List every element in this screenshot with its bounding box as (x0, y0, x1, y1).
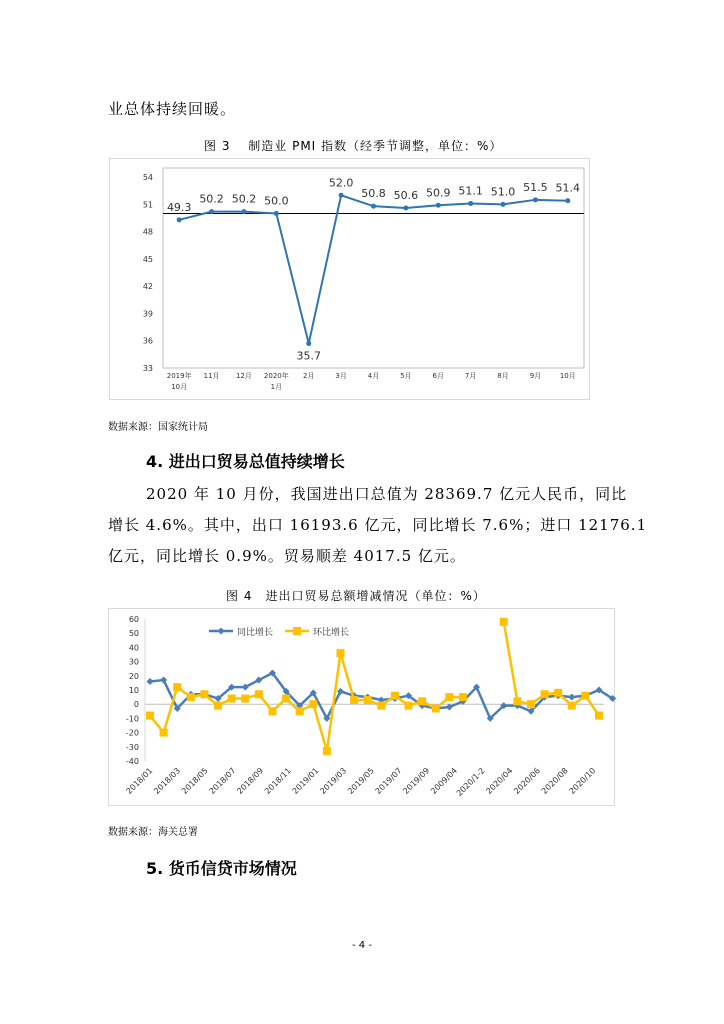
series-marker-square (282, 695, 290, 703)
y-tick-label: 30 (128, 657, 139, 667)
series-marker-square (173, 683, 181, 691)
x-tick-label: 2018/07 (207, 766, 238, 796)
x-tick-label: 2019/07 (373, 766, 404, 796)
figure4-frame (108, 608, 615, 806)
series-marker-square (350, 696, 358, 704)
legend-label: 环比增长 (313, 628, 350, 638)
x-tick-label: 11月 (203, 372, 220, 380)
data-point (274, 211, 279, 216)
data-label: 51.4 (555, 181, 581, 195)
data-label: 35.7 (296, 349, 321, 363)
y-tick-label: 10 (128, 686, 139, 695)
x-tick-label: 2009/04 (429, 766, 459, 796)
x-tick-label: 7月 (464, 372, 477, 380)
y-tick-label: 50 (128, 629, 139, 639)
page-number: - 4 - (352, 940, 372, 951)
x-tick-label: 2019/05 (346, 766, 376, 796)
intro-line: 业总体持续回暖。 (108, 100, 237, 118)
series-marker-square (214, 702, 222, 710)
series-marker-square (336, 649, 344, 657)
legend-marker (218, 628, 225, 635)
series-marker-square (364, 696, 372, 704)
series-marker-square (296, 707, 304, 715)
series-marker-square (255, 690, 263, 698)
legend-label: 同比增长 (237, 628, 274, 638)
series-marker-square (432, 704, 440, 712)
data-label: 51.1 (458, 184, 483, 198)
data-label: 50.9 (426, 186, 451, 200)
y-tick-label: -40 (125, 757, 139, 766)
data-point (501, 202, 506, 207)
series-marker-square (309, 700, 317, 708)
series-marker-square (445, 693, 453, 701)
x-tick-label: 2020/08 (539, 766, 570, 796)
pmi-line-chart (110, 159, 591, 401)
y-tick-label: 40 (128, 643, 139, 653)
trade-growth-line-chart (109, 609, 616, 807)
x-tick-label: 12月 (236, 372, 252, 380)
series-marker-square (391, 692, 399, 700)
y-tick-label: 51 (142, 200, 153, 210)
series-marker-square (595, 712, 603, 720)
y-tick-label: 0 (133, 700, 139, 710)
y-tick-label: 60 (128, 615, 139, 624)
figure3-source: 数据来源：国家统计局 (108, 422, 208, 433)
x-tick-label: 2019/03 (318, 766, 349, 796)
series-marker-square (160, 729, 168, 737)
y-tick-label: -10 (125, 714, 139, 724)
section4-para-line-1: 2020 年 10 月份，我国进出口总值为 28369.7 亿元人民币，同比 (146, 485, 628, 503)
series-marker-square (500, 618, 508, 626)
x-tick-label: 2018/05 (179, 766, 210, 796)
y-tick-label: 39 (142, 309, 153, 319)
y-tick-label: 54 (142, 173, 153, 183)
x-tick-label: 8月 (497, 372, 509, 380)
data-label: 50.6 (393, 189, 419, 202)
figure3-frame (109, 158, 590, 400)
x-tick-label: 5月 (400, 372, 412, 380)
series-marker-square (187, 693, 195, 701)
data-label: 49.3 (166, 200, 192, 214)
y-tick-label: 45 (142, 254, 153, 264)
x-tick-label: 2019年 (166, 372, 192, 380)
x-tick-label: 2020年 (263, 372, 289, 380)
x-tick-label: 2018/03 (152, 766, 183, 796)
x-tick-label: 2019/01 (290, 766, 321, 796)
data-point (468, 201, 473, 206)
data-point (306, 341, 311, 346)
section4-heading: 4. 进出口贸易总值持续增长 (146, 452, 345, 471)
series-marker-square (228, 695, 236, 703)
data-point (403, 206, 408, 211)
data-point (241, 209, 246, 214)
x-tick-label: 6月 (432, 372, 445, 380)
data-point (339, 193, 344, 198)
section5-heading: 5. 货币信贷市场情况 (146, 859, 297, 878)
data-point (371, 204, 376, 209)
section4-para-line-3: 亿元，同比增长 0.9%。贸易顺差 4017.5 亿元。 (108, 547, 466, 565)
x-tick-label: 3月 (335, 372, 347, 380)
series-marker-square (405, 702, 413, 710)
data-label: 50.0 (264, 194, 289, 208)
series-marker-square (581, 692, 589, 700)
series-marker-square (513, 697, 521, 705)
y-tick-label: 33 (142, 364, 153, 373)
series-line-2 (150, 653, 463, 751)
y-tick-label: 48 (142, 227, 153, 237)
series-marker-square (200, 690, 208, 698)
series-marker-diamond (147, 678, 154, 685)
x-tick-label: 2020/04 (484, 766, 515, 796)
data-point (177, 217, 182, 222)
y-tick-label: 42 (142, 282, 153, 292)
x-tick-label: 2018/09 (235, 766, 266, 796)
series-marker-diamond (568, 694, 575, 701)
series-marker-square (568, 702, 576, 710)
data-label: 51.0 (490, 185, 516, 199)
data-label: 51.5 (523, 180, 548, 194)
x-tick-label: 2020/1-2 (454, 766, 487, 798)
x-tick-label: 2018/01 (124, 766, 155, 796)
series-marker-square (268, 707, 276, 715)
data-label: 50.8 (361, 187, 386, 201)
x-tick-label: 2020/06 (512, 766, 543, 796)
figure4-source: 数据来源：海关总署 (108, 827, 198, 838)
x-tick-label: 10月 (171, 383, 188, 391)
series-marker-square (527, 700, 535, 708)
data-point (209, 209, 214, 214)
series-marker-square (554, 689, 562, 697)
x-tick-label: 2月 (302, 372, 315, 380)
y-tick-label: -30 (125, 742, 139, 752)
series-marker-square (323, 747, 331, 755)
data-point (533, 197, 538, 202)
data-point (565, 198, 570, 203)
x-tick-label: 10月 (559, 372, 576, 380)
y-tick-label: 36 (142, 336, 153, 346)
series-marker-square (377, 702, 385, 710)
series-marker-square (146, 712, 154, 720)
series-marker-square (418, 697, 426, 705)
data-label: 50.2 (199, 192, 224, 206)
x-tick-label: 2019/09 (401, 766, 432, 796)
figure4-title: 图 4 进出口贸易总额增减情况（单位：%） (226, 589, 486, 603)
data-label: 52.0 (328, 176, 354, 190)
data-point (436, 203, 441, 208)
x-tick-label: 1月 (270, 383, 283, 391)
y-tick-label: -20 (125, 728, 139, 738)
y-tick-label: 20 (128, 671, 139, 681)
series-marker-square (459, 693, 467, 701)
x-tick-label: 9月 (529, 372, 542, 380)
data-label: 50.2 (231, 192, 257, 206)
x-tick-label: 2020/10 (567, 766, 598, 796)
series-marker-square (541, 690, 549, 698)
section4-para-line-2: 增长 4.6%。其中，出口 16193.6 亿元，同比增长 7.6%；进口 12176.1 (108, 516, 648, 534)
series-marker-square (241, 695, 249, 703)
x-tick-label: 2018/11 (262, 766, 293, 796)
legend-marker (293, 627, 301, 635)
x-tick-label: 4月 (367, 372, 380, 380)
figure3-title: 图 3 制造业 PMI 指数（经季节调整，单位：%） (204, 139, 503, 153)
